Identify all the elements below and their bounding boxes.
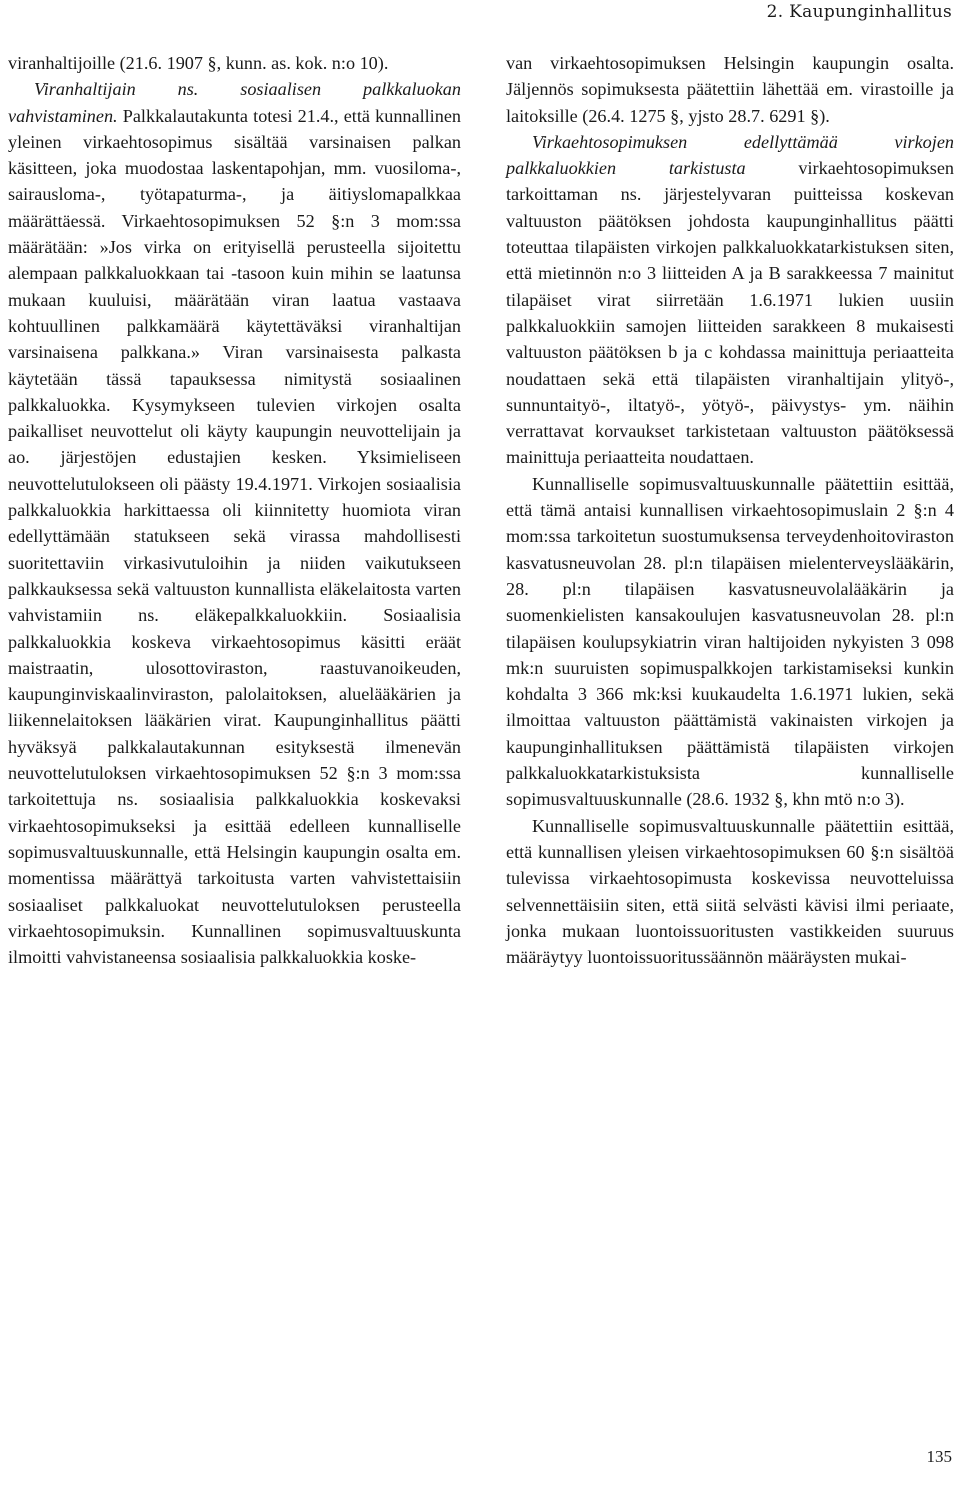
right-paragraph-2 — [506, 129, 954, 471]
left-paragraph-1: viranhaltijoille (21.6. 1907 §, kunn. as. kok. n:o 10). — [8, 53, 389, 73]
right-paragraph-2-heading: Virkaehtosopimuksen edellyttämää virkojen palkkaluokkien tarkistusta — [506, 131, 954, 179]
page-number: 135 — [926, 1447, 952, 1466]
right-paragraph-3: Kunnalliselle sopimusvaltuuskunnalle päätettiin esittää, että tämä antaisi kunnallisen virkaehtosopimuslain 2 §:n 4 mom:ssa tarkoitetun suostumuksensa terveydenhoitoviraston kasvatusneuvolan 28. pl:n tilapäisen mielenterveyslääkärin, 28. pl:n tilapäisen kasvatusneuvolalääkärin ja suomenkielisten kansakoulujen kasvatusneuvolan 28. pl:n tilapäisen koulupsykiatrin viran haltijoiden nykyisten 3 098 mk:n suuruisten sopimuspalkkojen tarkistamiseksi kunkin kohdalta 3 366 mk:ksi kuukaudelta 1.6.1971 lukien, sekä ilmoittaa valtuuston päättämistä vakinaisten virkojen ja kaupunginhallituksen päättämistä tilapäisten virkojen palkkaluokkatarkistuksista kunnalliselle sopimusvaltuuskunnalle (28.6. 1932 §, khn mtö n:o 3). — [506, 473, 954, 810]
right-paragraph-1: van virkaehtosopimuksen Helsingin kaupungin osalta. Jäljennös sopimuksesta päätettiin lähettää em. virastoille ja laitoksille (26.4. 1275 §, yjsto 28.7. 6291 §). — [506, 53, 954, 126]
left-paragraph-2-body: Palkkalautakunta totesi 21.4., että kunnallinen yleinen virkaehtosopimus sisältää varsinaisen palkan käsitteen, joka muodostaa laskentapohjan, mm. vuosiloma-, sairausloma-, työtapaturma-, ja äitiyslomapalkkaa määrättäessä. Virkaehtosopimuksen 52 §:n 3 mom:ssa määrätään: »Jos virka on erityisellä perusteella sijoitettu alempaan palkkaluokkaan tai -tasoon kuin mihin se laatunsa mukaan kuuluisi, määrätään viran laatua vastaava kohtuullinen palkkamäärä käytettäväksi viranhaltijan varsinaisena palkkana.» Viran varsinaisesta palkasta käytetään tässä tapauksessa nimitystä sosiaalinen palkkaluokka. Kysymykseen tulevien virkojen osalta paikalliset neuvottelut oli käyty kaupungin neuvottelijain ja ao. järjestöjen edustajien kesken. Yksimieliseen neuvottelutulokseen oli päästy 19.4.1971. Virkojen sosiaalisia palkkaluokkia harkittaessa oli kiinnitetty huomiota viran edellyttämään statukseen sekä virassa mahdollisesti suoritettaviin virkasivutuloihin ja niiden vaikutukseen palkkauksessa sekä valtuuston kunnallista eläkelaitosta varten vahvistamiin ns. eläkepalkkaluokkiin. Sosiaalisia palkkaluokkia koskeva virkaehtosopimus käsitti eräät maistraatin, ulosottoviraston, raastuvanoikeuden, kaupunginviskaalinviraston, palolaitoksen, aluelääkärien ja liikennelaitoksen lääkärien virat. Kaupunginhallitus päätti hyväksyä palkkalautakunnan esityksestä ilmenevän neuvottelutuloksen virkaehtosopimuksen 52 §:n 3 mom:ssa tarkoitettuja ns. sosiaalisia palkkaluokkia koskevaksi virkaehtosopimukseksi ja esittää edelleen kunnalliselle sopimusvaltuuskunnalle, että Helsingin kaupungin osalta em. momentissa määrättyä tarkoitusta varten vahvistettaisiin sosiaaliset palkkaluokat neuvottelutuloksen perusteella virkaehtosopimuksin. Kunnallinen sopimusvaltuuskunta ilmoitti vahvistaneensa sosiaalisia palkkaluokkia koske- — [8, 105, 461, 968]
right-paragraph-2-body: virkaehtosopimuksen tarkoittaman ns. järjestelyvaran puitteissa koskevan valtuuston päätöksen johdosta kaupunginhallitus päätti toteuttaa tilapäisten virkojen palkkaluokkatarkistuksen siten, että mietinnön n:o 3 liitteiden A ja B sarakkeessa 7 mainitut tilapäiset virat siirretään 1.6.1971 lukien uusiin palkkaluokkiin samojen liitteiden sarakkeen 8 mukaisesti valtuuston päätöksen b ja c kohdassa mainittuja periaatteita noudattaen sekä että tilapäisten viranhaltijain ylityö-, sunnuntaityö-, iltatyö-, yötyö-, päivystys- ym. näihin verrattavat korvaukset tarkistetaan valtuuston päätöksessä mainittuja periaatteita noudattaen. — [506, 158, 954, 468]
left-paragraph-2 — [8, 76, 461, 970]
running-header: 2. Kaupunginhallitus — [766, 2, 952, 22]
right-paragraph-4: Kunnalliselle sopimusvaltuuskunnalle päätettiin esittää, että kunnallisen yleisen virkaehtosopimuksen 60 §:n sisältöä tulevissa virkaehtosopimusta koskevissa neuvotteluissa selvennettäisiin siten, että siitä selvästi kävisi ilmi periaate, jonka mukaan luontoissuoritusten vastikkeiden suuruus määräytyy luontoissuoritussäännön määräysten mukai- — [506, 815, 954, 968]
left-paragraph-2-heading: Viranhaltijain ns. sosiaalisen palkkaluokan vahvistaminen. — [8, 79, 461, 126]
right-column — [506, 50, 954, 970]
left-column — [8, 50, 461, 970]
